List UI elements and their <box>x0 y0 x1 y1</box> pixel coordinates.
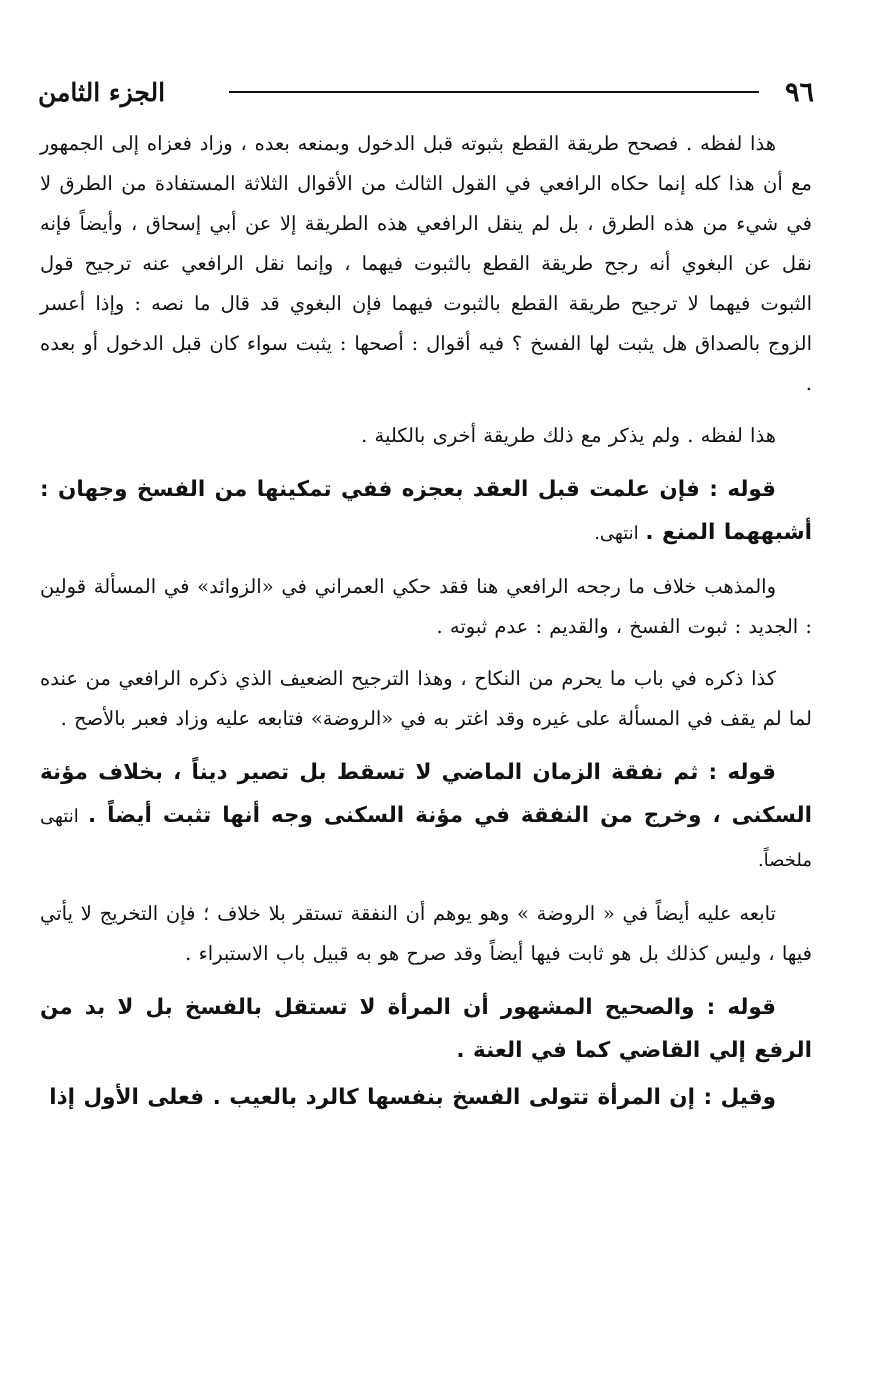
quote-text: قوله : ثم نفقة الزمان الماضي لا تسقط بل تصير ديناً ، بخلاف مؤنة السكنى ، وخرج من النفقة في مؤنة السكنى وجه أنها تثبت أيضاً . <box>40 760 812 828</box>
quote-text: قوله : والصحيح المشهور أن المرأة لا تستقل بالفسخ بل لا بد من الرفع إلي القاضي كما في العنة . <box>40 995 812 1063</box>
paragraph-text: كذا ذكره في باب ما يحرم من النكاح ، وهذا الترجيح الضعيف الذي ذكره الرافعي من عنده لما لم يقف في المسألة على غيره وقد اغتر به في «الروضة» فتابعه عليه وزاد فعبر بالأصح . <box>40 667 812 730</box>
paragraph-3 <box>40 567 812 647</box>
paragraph-1 <box>40 124 812 404</box>
quote-text: وقيل : إن المرأة تتولى الفسخ بنفسها كالرد بالعيب . فعلى الأول إذا <box>49 1085 776 1110</box>
running-title: الجزء الثامن <box>38 77 166 107</box>
paragraph-text: والمذهب خلاف ما رجحه الرافعي هنا فقد حكي العمراني في «الزوائد» في المسألة قولين : الجديد : ثبوت الفسخ ، والقديم : عدم ثبوته . <box>40 575 812 638</box>
quoted-statement-1 <box>40 468 812 555</box>
paragraph-text: هذا لفظه . ولم يذكر مع ذلك طريقة أخرى بالكلية . <box>361 424 776 447</box>
quote-text: قوله : فإن علمت قبل العقد بعجزه ففي تمكينها من الفسخ وجهان : أشبههما المنع . <box>40 477 812 545</box>
paragraph-2 <box>40 416 812 456</box>
paragraph-5 <box>40 894 812 974</box>
paragraph-4 <box>40 659 812 739</box>
page-header <box>38 72 814 112</box>
paragraph-text: تابعه عليه أيضاً في « الروضة » وهو يوهم أن النفقة تستقر بلا خلاف ؛ فإن التخريج لا يأتي فيها ، وليس كذلك بل هو ثابت فيها أيضاً وقد صرح هو به قبيل باب الاستبراء . <box>40 902 812 965</box>
quote-ending: انتهى. <box>594 523 646 544</box>
quote-ending: انتهى ملخصاً. <box>40 806 812 871</box>
paragraph-text: هذا لفظه . فصحح طريقة القطع بثبوته قبل الدخول وبمنعه بعده ، وزاد فعزاه إلى الجمهور مع أن هذا كله إنما حكاه الرافعي في القول الثالث من الأقوال الثلاثة المستفادة من الطرق لا في شيء من هذه الطرق ، بل لم ينقل الرافعي هذه الطريقة إلا عن أبي إسحاق ، وأيضاً فإنه نقل عن البغوي أنه رجح طريقة القطع بالثبوت فيهما ، وإنما نقل الرافعي عنه ترجيح قول الثبوت فيهما لا ترجيح طريقة القطع بالثبوت فيهما فإن البغوي قد قال ما نصه : وإذا أعسر الزوج بالصداق هل يثبت لها الفسخ ؟ فيه أقوال : أصحها : يثبت سواء كان قبل الدخول أو بعده . <box>40 132 812 395</box>
page-number: ٩٦ <box>784 76 814 108</box>
quoted-statement-4 <box>40 1076 812 1119</box>
header-rule <box>229 91 759 93</box>
body-text <box>40 124 812 1119</box>
quoted-statement-2 <box>40 751 812 882</box>
quoted-statement-3 <box>40 986 812 1072</box>
